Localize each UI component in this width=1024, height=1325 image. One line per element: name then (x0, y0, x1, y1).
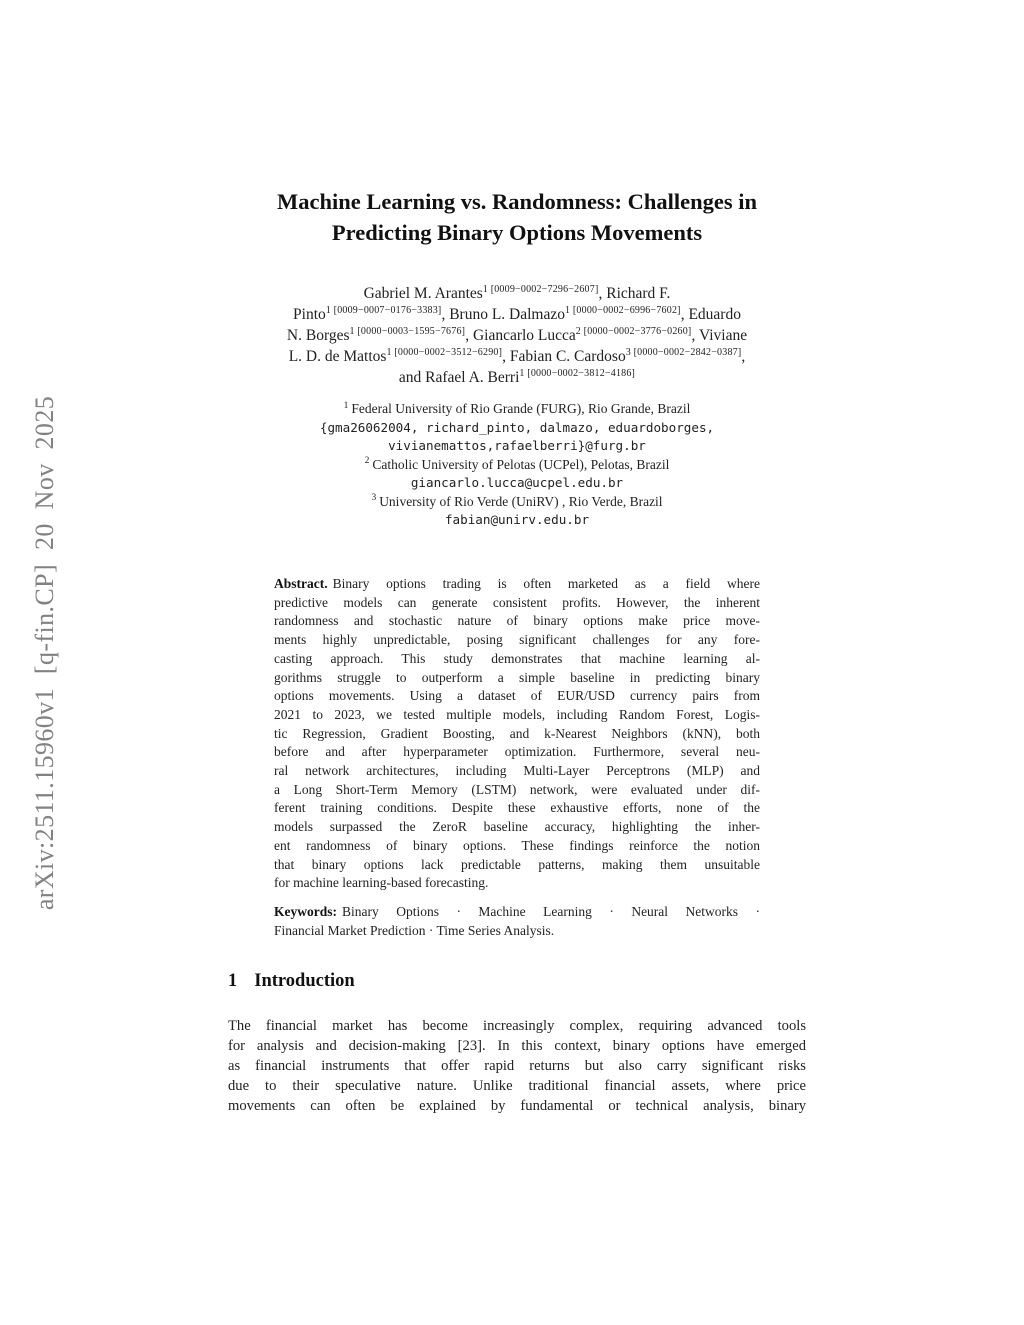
abstract-text: ral network architectures, including Multi-Layer Perceptrons (MLP) and (274, 763, 760, 779)
affiliation-text: giancarlo.lucca@ucpel.edu.br (410, 475, 624, 490)
intro-line: The financial market has become increasingly complex, requiring advanced tools (228, 1018, 806, 1034)
affiliation-text: {gma26062004, richard_pinto, dalmazo, eduardoborges, (319, 419, 715, 435)
author-name-text: N. Borges (286, 327, 350, 344)
author-line (216, 325, 818, 346)
affiliation-line (228, 493, 806, 512)
abstract-text: ferent training conditions. Despite these exhaustive efforts, none of the (274, 800, 760, 816)
author-name-text: and Rafael A. Berri (398, 369, 520, 386)
arxiv-watermark: arXiv:2511.15960v1 [q-fin.CP] 20 Nov 2025 (30, 395, 59, 911)
abstract-text: ent randomness of binary options. These findings reinforce the notion (274, 837, 760, 853)
affiliation-email-line (228, 511, 806, 530)
keywords-line1 (274, 903, 760, 922)
affiliation-marker: 3 (371, 493, 377, 503)
abstract-section (274, 575, 760, 893)
abstract-text: 2021 to 2023, we tested multiple models, including Random Forest, Logis- (274, 706, 760, 722)
abstract-line (274, 594, 760, 613)
abstract-line (274, 781, 760, 800)
keywords-line2: Financial Market Prediction · Time Series Analysis. (274, 922, 555, 938)
affiliation-line (228, 456, 806, 475)
orcid-superscript: 2 [0000−0002−3776−0260] (575, 325, 692, 337)
paper-title (228, 186, 806, 248)
abstract-text: Binary options trading is often marketed as a field where (332, 576, 760, 591)
abstract-line (274, 669, 760, 688)
abstract-line (274, 799, 760, 818)
abstract-line (274, 725, 760, 744)
abstract-line (274, 687, 760, 706)
author-name-text: , Giancarlo Lucca (465, 327, 576, 344)
paper-title-line2: Predicting Binary Options Movements (331, 220, 703, 245)
abstract-text: before and after hyperparameter optimization. Furthermore, several neu- (274, 744, 760, 760)
abstract-line (274, 762, 760, 781)
affiliation-marker: 1 (343, 400, 349, 411)
abstract-text: options movements. Using a dataset of EUR/USD currency pairs from (274, 688, 760, 704)
abstract-line (274, 612, 760, 631)
author-name-text: , Viviane (691, 327, 748, 344)
intro-line: as financial instruments that offer rapid returns but also carry significant risks (228, 1058, 806, 1075)
author-line (216, 304, 818, 325)
author-name-text: , Richard F. (598, 285, 671, 302)
abstract-line (274, 818, 760, 837)
intro-line: for analysis and decision-making [23]. In this context, binary options have emerged (228, 1038, 806, 1055)
affiliation-text: University of Rio Verde (UniRV) , Rio Verde, Brazil (379, 493, 663, 509)
intro-line: movements can often be explained by fundamental or technical analysis, binary (228, 1098, 806, 1115)
abstract-line (274, 837, 760, 856)
author-name-text: Gabriel M. Arantes (363, 285, 483, 302)
abstract-text: predictive models can generate consistent profits. However, the inherent (274, 594, 760, 610)
author-name-text: , Eduardo (680, 306, 741, 323)
orcid-superscript: 1 [0000−0002−6996−7602] (565, 304, 681, 316)
abstract-text: a Long Short-Term Memory (LSTM) network, were evaluated under dif- (274, 781, 760, 797)
orcid-superscript: 1 [0000−0002−3812−4186] (519, 367, 636, 379)
abstract-line (274, 650, 760, 669)
section-number: 1 (228, 971, 238, 991)
author-line (216, 346, 818, 367)
abstract-text: casting approach. This study demonstrates that machine learning al- (274, 650, 760, 666)
section-heading (228, 971, 806, 992)
intro-line: due to their speculative nature. Unlike traditional financial assets, where price (228, 1078, 806, 1095)
author-name-text: L. D. de Mattos (288, 348, 387, 365)
author-name-text: , Bruno L. Dalmazo (441, 306, 565, 323)
abstract-line (274, 706, 760, 725)
affiliation-text: fabian@unirv.edu.br (444, 512, 590, 527)
affiliation-email-line (228, 437, 806, 456)
affiliation-text: vivianemattos,rafaelberri}@furg.br (388, 438, 646, 453)
abstract-label: Abstract. (274, 576, 328, 591)
abstract-text: tic Regression, Gradient Boosting, and k-Nearest Neighbors (kNN), both (274, 725, 760, 741)
affiliation-email-line (228, 419, 806, 438)
abstract-text: gorithms struggle to outperform a simple baseline in predicting binary (274, 669, 760, 685)
orcid-superscript: 1 [0000−0002−3512−6290] (386, 346, 503, 358)
abstract-text: for machine learning-based forecasting. (274, 875, 489, 891)
abstract-text: models surpassed the ZeroR baseline accuracy, highlighting the inher- (274, 819, 760, 835)
abstract-line (274, 874, 760, 893)
orcid-superscript: 1 [0009−0002−7296−2607] (482, 283, 599, 295)
affiliation-marker: 2 (364, 456, 370, 466)
author-name-text: , Fabian C. Cardoso (502, 348, 626, 365)
keywords-text: Binary Options · Machine Learning · Neural Networks · (342, 904, 760, 919)
abstract-line (274, 856, 760, 875)
abstract-line (274, 575, 760, 594)
keywords-label: Keywords: (274, 904, 337, 919)
paper-title-line1: Machine Learning vs. Randomness: Challenges in (276, 189, 758, 214)
affiliation-email-line (228, 474, 806, 493)
authors-block (216, 283, 818, 388)
affiliation-line (228, 400, 806, 419)
abstract-line (274, 631, 760, 650)
orcid-superscript: 1 [0000−0003−1595−7676] (349, 325, 466, 337)
author-name-text: , (741, 348, 746, 365)
paper-content (228, 0, 806, 1325)
affiliation-text: Catholic University of Pelotas (UCPel), Pelotas, Brazil (372, 456, 670, 472)
section-title: Introduction (254, 971, 355, 991)
abstract-text: randomness and stochastic nature of binary options make price move- (274, 613, 760, 629)
affiliation-text: Federal University of Rio Grande (FURG), Rio Grande, Brazil (351, 401, 691, 416)
keywords-section (274, 903, 760, 940)
intro-paragraph (228, 1016, 806, 1116)
abstract-line (274, 743, 760, 762)
orcid-superscript: 1 [0009−0007−0176−3383] (325, 304, 442, 316)
author-line (216, 283, 818, 304)
orcid-superscript: 3 [0000−0002−2842−0387] (625, 346, 742, 358)
author-name-text: Pinto (293, 306, 326, 323)
abstract-text: ments highly unpredictable, posing significant challenges for any fore- (274, 632, 760, 648)
author-line (216, 367, 818, 388)
abstract-text: that binary options lack predictable patterns, making them unsuitable (274, 856, 760, 872)
affiliations-block (228, 400, 806, 530)
